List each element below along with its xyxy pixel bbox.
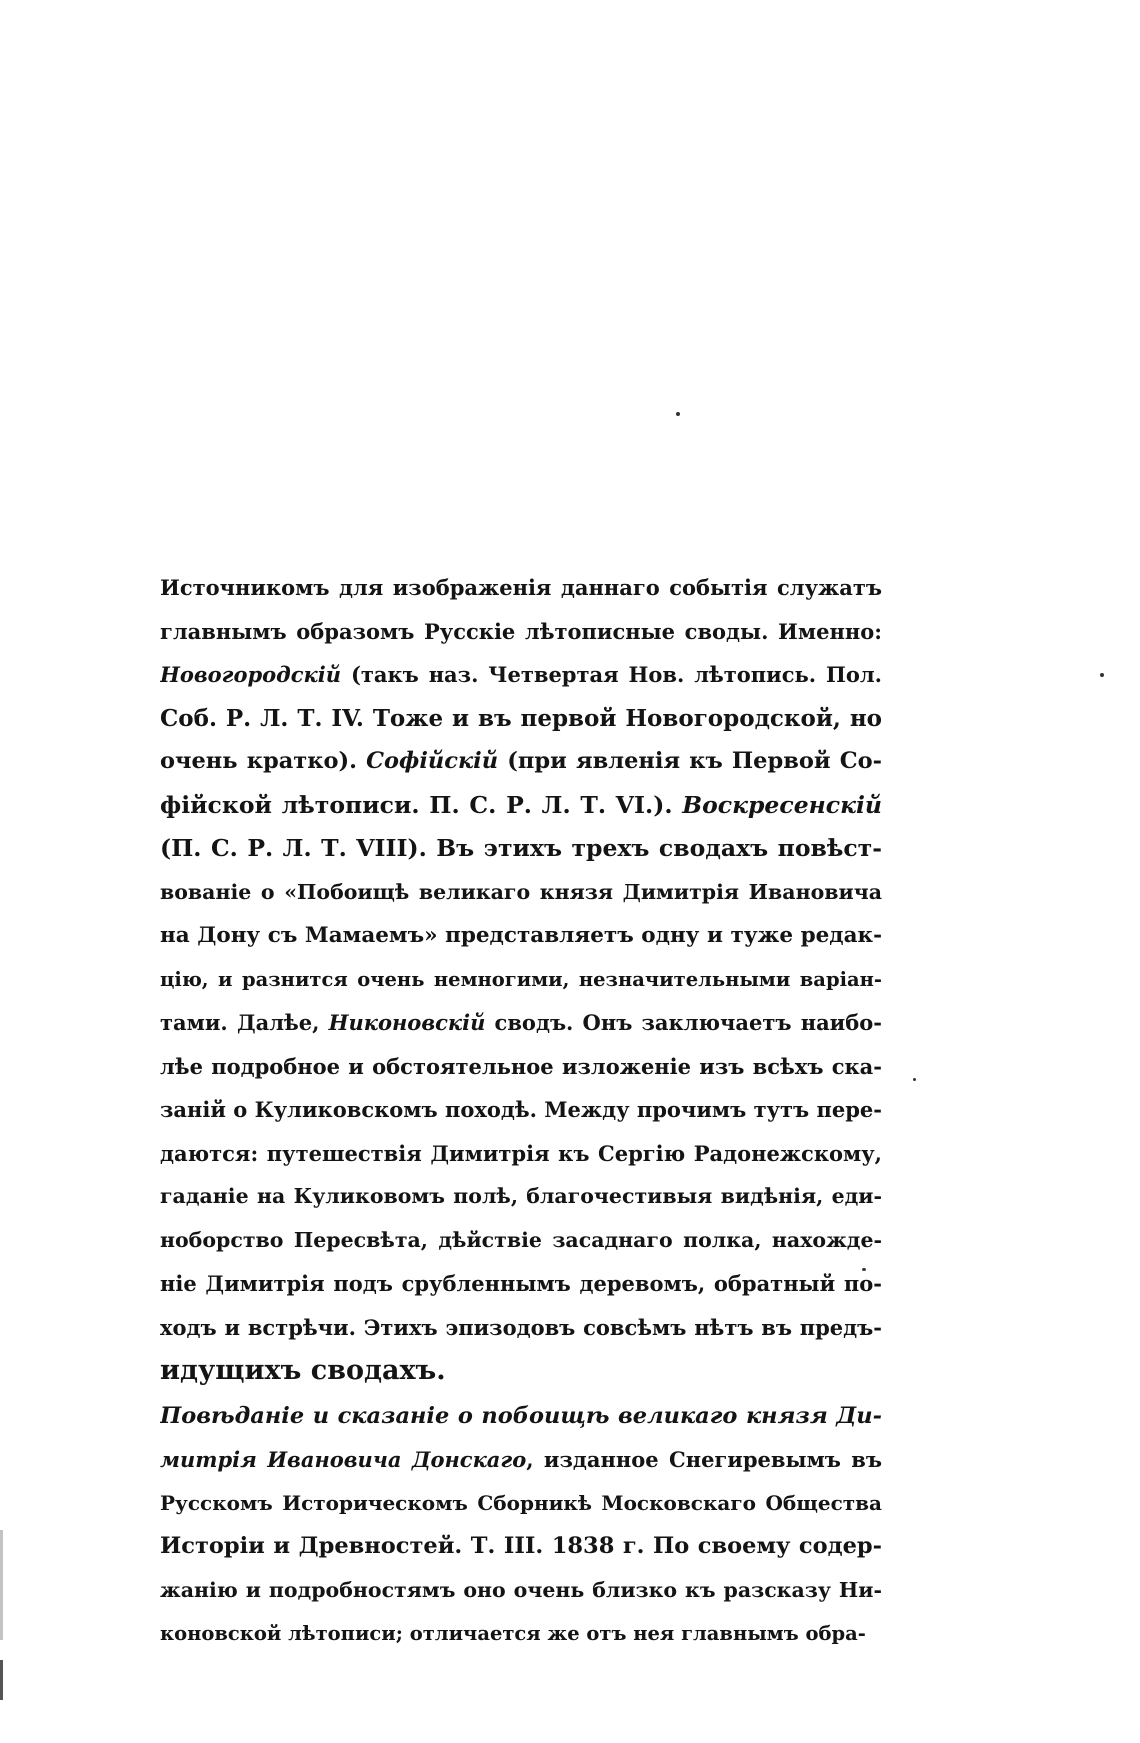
text-line [160, 1219, 882, 1263]
text-run: , изданное Снегиревымъ въ [526, 1447, 882, 1472]
italic-title-text: Никоновскій [328, 1010, 486, 1035]
text-run: главнымъ образомъ Русскіе лѣтописные своды. Именно: [160, 618, 882, 644]
text-line [160, 1262, 882, 1306]
text-line [160, 1306, 882, 1350]
text-run: идущихъ сводахъ. [160, 1355, 446, 1386]
text-run: Исторіи и Древностей. Т. III. 1838 г. По своему содер- [160, 1533, 882, 1559]
text-run: Соб. Р. Л. Т. IV. Тоже и въ первой Новогородской, но [160, 704, 882, 732]
paragraph-1 [160, 566, 882, 1393]
text-line [160, 914, 882, 958]
text-line [160, 697, 882, 741]
page-edge-mark [0, 1660, 3, 1700]
body-text [160, 566, 882, 1656]
text-run: коновской лѣтописи; отличается же отъ нея главнымъ обра- [160, 1622, 866, 1645]
text-line [160, 610, 882, 654]
text-run: вованіе о «Побоищѣ великаго князя Димитрія Ивановича [160, 879, 882, 904]
text-run: сводъ. Онъ заключаетъ наибо- [485, 1010, 882, 1035]
text-line [160, 958, 882, 1002]
text-run: заній о Куликовскомъ походѣ. Между прочимъ тутъ пере- [160, 1097, 882, 1122]
text-run: жанію и подробностямъ оно очень близко къ разсказу Ни- [160, 1577, 882, 1602]
text-line [160, 1088, 882, 1132]
text-line [160, 871, 882, 915]
text-line [160, 1612, 882, 1656]
text-line [160, 1569, 882, 1613]
italic-title-text: митрія Ивановича Донскаго [160, 1447, 527, 1472]
text-run: даются: путешествія Димитрія къ Сергію Радонежскому, [160, 1140, 882, 1166]
text-line [160, 653, 882, 697]
text-line [160, 1438, 882, 1482]
stray-mark [676, 412, 680, 416]
text-run: (такъ наз. Четвертая Нов. лѣтопись. Пол. [341, 662, 882, 687]
text-run: (П. С. Р. Л. Т. VIII). Въ этихъ трехъ сводахъ повѣст- [160, 834, 882, 862]
text-run: лѣе подробное и обстоятельное изложеніе изъ всѣхъ ска- [160, 1053, 882, 1079]
text-run: Источникомъ для изображенія даннаго событія служатъ [160, 575, 882, 600]
text-run: ноборство Пересвѣта, дѣйствіе засаднаго полка, нахожде- [160, 1227, 882, 1252]
text-line [160, 1001, 882, 1045]
text-line [160, 740, 882, 784]
text-run: ходъ и встрѣчи. Этихъ эпизодовъ совсѣмъ нѣтъ въ предъ- [160, 1314, 882, 1340]
text-line [160, 1525, 882, 1569]
text-line [160, 784, 882, 828]
text-run: цію, и разнится очень немногими, незначительными варіан- [160, 967, 882, 991]
text-line [160, 1395, 882, 1439]
text-run: (при явленія къ Первой Со- [498, 748, 882, 774]
text-line [160, 1045, 882, 1089]
italic-title-text: Повѣданіе и сказаніе о побоищѣ великаго князя Ди- [160, 1402, 882, 1429]
text-line [160, 1132, 882, 1176]
paragraph-2 [160, 1395, 882, 1656]
italic-title-text: Воскресенскій [682, 790, 882, 819]
italic-title-text: Софійскій [366, 748, 499, 774]
stray-mark [913, 1078, 916, 1081]
text-line [160, 1175, 882, 1219]
text-run: на Дону съ Мамаемъ» представляетъ одну и туже редак- [160, 923, 882, 948]
text-run: фійской лѣтописи. П. С. Р. Л. Т. VI.). [160, 790, 683, 819]
text-run: тами. Далѣе, [160, 1010, 329, 1035]
text-line [160, 827, 882, 871]
stray-mark [1100, 673, 1104, 677]
text-run: ніе Димитрія подъ срубленнымъ деревомъ, обратный по- [160, 1271, 882, 1296]
italic-title-text: Новогородскій [160, 662, 342, 687]
page-edge-mark [0, 1530, 3, 1640]
text-line [160, 566, 882, 610]
text-run: Русскомъ Историческомъ Сборникѣ Московскаго Общества [160, 1490, 882, 1515]
text-line [160, 1482, 882, 1526]
text-run: очень кратко). [160, 748, 367, 774]
text-run: гаданіе на Куликовомъ полѣ, благочестивыя видѣнія, еди- [160, 1184, 882, 1208]
text-line [160, 1349, 882, 1393]
